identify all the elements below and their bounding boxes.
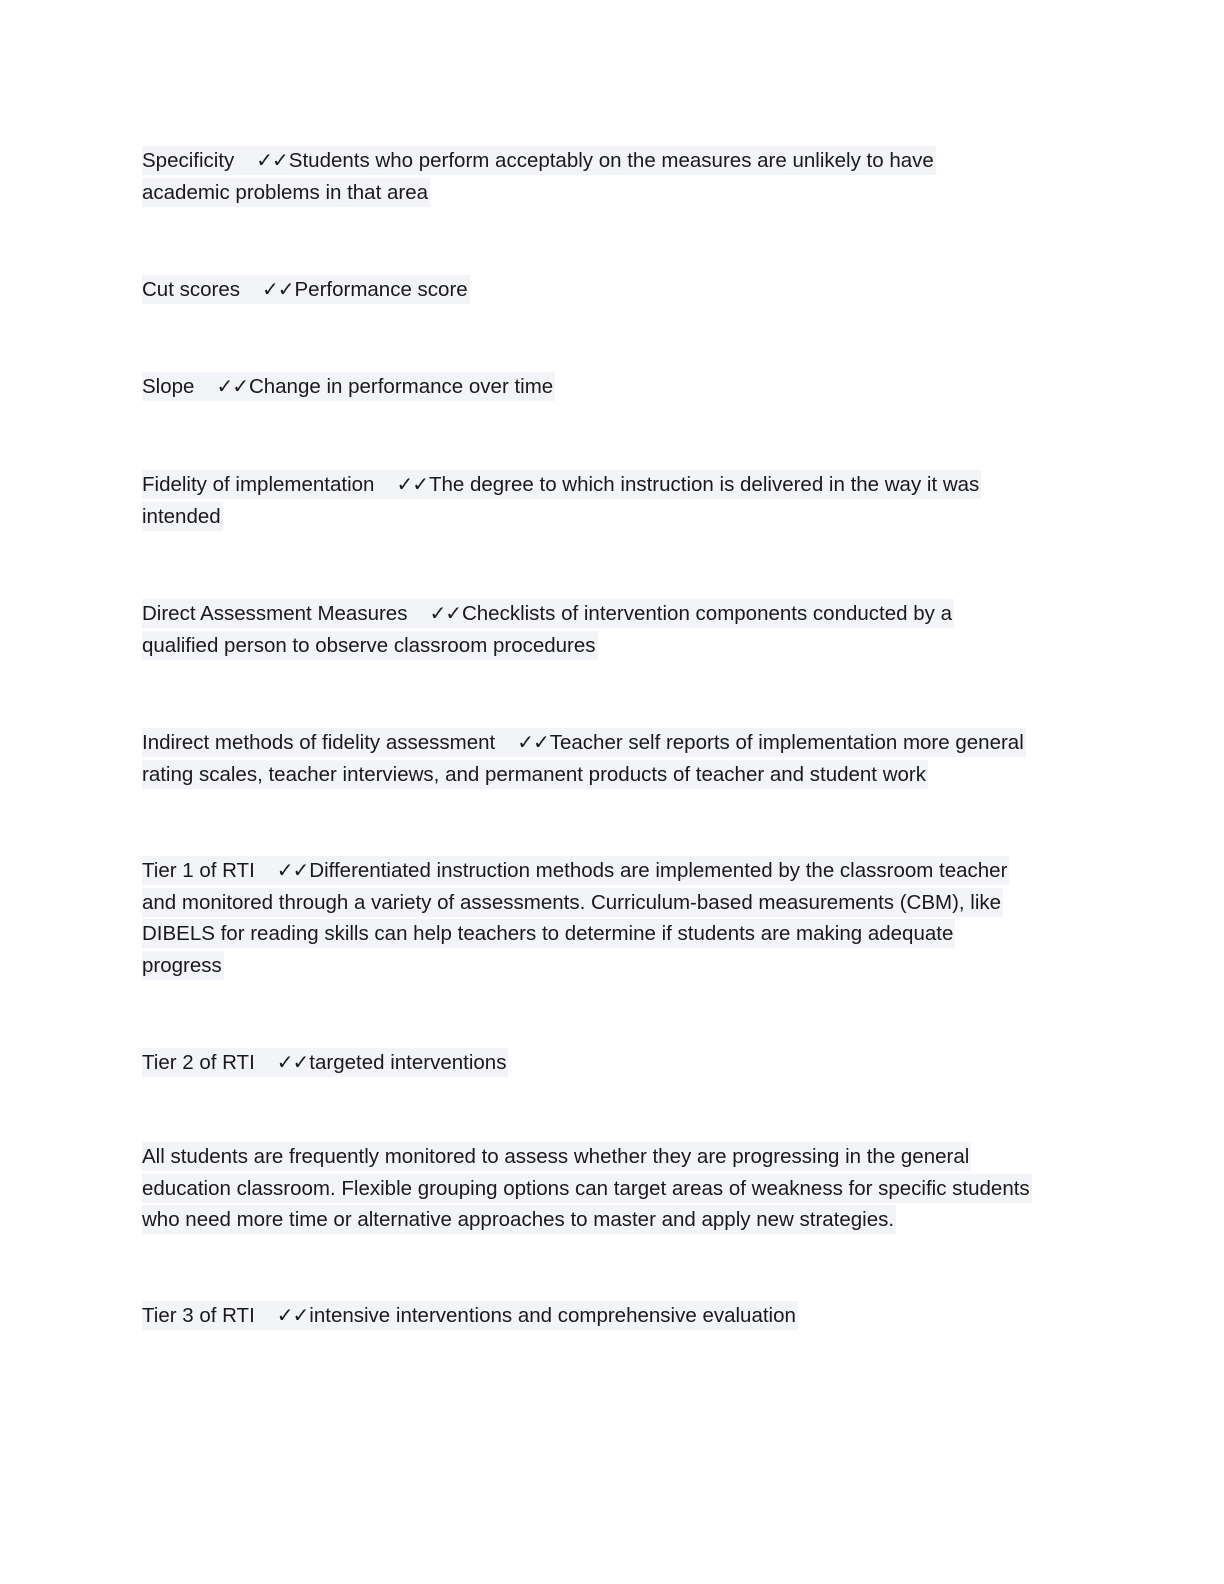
entry-term: Slope [142, 375, 195, 398]
paragraph-monitoring [142, 1141, 1047, 1236]
double-check-icon: ✓✓ [256, 148, 288, 172]
entry-definition: targeted interventions [309, 1051, 507, 1074]
double-check-icon: ✓✓ [517, 730, 549, 754]
double-check-icon: ✓✓ [276, 858, 309, 882]
entry-term: Cut scores [142, 278, 240, 301]
entry-indirect-methods [142, 727, 1077, 790]
entry-tier-2 [142, 1047, 1082, 1079]
entry-tier-3 [142, 1300, 1082, 1332]
entry-cut-scores [142, 274, 1082, 306]
entry-definition: Teacher self reports of implementation more general rating scales, teacher interviews, and permanent products of teacher and student work [142, 731, 1024, 786]
entry-direct-assessment-measures [142, 598, 1017, 661]
entry-term: Tier 3 of RTI [142, 1304, 255, 1327]
double-check-icon: ✓✓ [429, 601, 461, 625]
double-check-icon: ✓✓ [261, 277, 294, 301]
entry-definition: Checklists of intervention components conducted by a qualified person to observe classroom procedures [142, 602, 952, 657]
double-check-icon: ✓✓ [276, 1303, 309, 1327]
entry-term: Specificity [142, 149, 235, 172]
paragraph-text: All students are frequently monitored to assess whether they are progressing in the general education classroom. Flexible grouping options can target areas of weakness for specific students who need more time or alternative approaches to master and apply new strategies. [142, 1142, 1032, 1234]
entry-specificity [142, 145, 1002, 208]
entry-term: Tier 1 of RTI [142, 859, 255, 882]
entry-term: Direct Assessment Measures [142, 602, 408, 625]
double-check-icon: ✓✓ [396, 472, 428, 496]
entry-definition: Performance score [294, 278, 468, 301]
entry-term: Fidelity of implementation [142, 473, 375, 496]
entry-definition: The degree to which instruction is delivered in the way it was intended [142, 473, 980, 528]
entry-tier-1 [142, 855, 1032, 981]
entry-fidelity-of-implementation [142, 469, 1057, 532]
entry-definition: intensive interventions and comprehensive evaluation [309, 1304, 796, 1327]
entry-slope [142, 371, 1082, 403]
entry-definition: Differentiated instruction methods are implemented by the classroom teacher and monitored through a variety of assessments. Curriculum-based measurements (CBM), like DIBELS for reading skills can help teachers to determine if students are making adequate progress [142, 859, 1008, 977]
entry-term: Tier 2 of RTI [142, 1051, 255, 1074]
entry-definition: Change in performance over time [248, 375, 554, 398]
entry-definition: Students who perform acceptably on the measures are unlikely to have academic problems in that area [142, 149, 934, 204]
entry-term: Indirect methods of fidelity assessment [142, 731, 496, 754]
double-check-icon: ✓✓ [216, 374, 248, 398]
double-check-icon: ✓✓ [276, 1050, 309, 1074]
